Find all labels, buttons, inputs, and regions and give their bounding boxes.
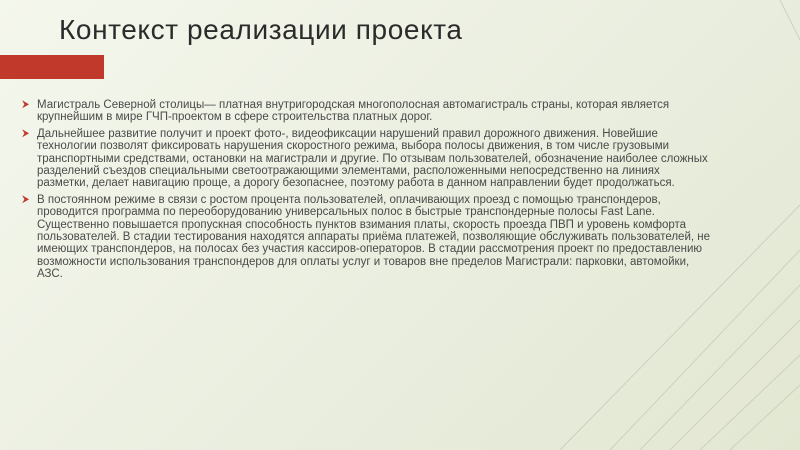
bullet-item: [22, 99, 712, 124]
decor-line: [700, 355, 800, 450]
decor-line: [670, 320, 800, 450]
decor-line: [730, 385, 800, 450]
bullet-item: [22, 128, 712, 190]
bullet-text: Магистраль Северной столицы— платная внутригородская многополосная автомагистраль страны, которая является крупнейшим в мире ГЧП-проектом в сфере строительства платных дорог.: [37, 99, 670, 124]
decor-line: [640, 285, 800, 450]
bullet-text: В постоянном режиме в связи с ростом процента пользователей, оплачивающих проезд с помощью транспондеров, проводится программа по переоборудованию универсальных полос в быстрые транспондерные полосы Fast Lane. Существенно повышается пропускная способность пунктов взимания платы, скорость проезда ПВП и уровень комфорта пользователей. В стадии тестирования находятся аппараты приёма платежей, позволяющие обслуживать пользователей, не имеющих транспондеров, на полосах без участия кассиров-операторов. В стадии рассмотрения проект по предоставлению возможности использования транспондеров для оплаты услуг и товаров вне пределов Магистрали: парковки, автомойки, АЗС.: [37, 193, 711, 281]
arrow-bullet-icon: ⮞: [22, 193, 30, 205]
decor-line: [780, 0, 800, 40]
bullet-item: [22, 194, 712, 281]
bullet-text: Дальнейшее развитие получит и проект фото-, видеофиксации нарушений правил дорожного движения. Новейшие технологии позволят фиксировать нарушения скоростного режима, выбора полосы движения, в том числе грузовыми транспортными средствами, остановки на магистрали и другие. По отзывам пользователей, обозначение наиболее сложных разделений съездов специальными светоотражающими элементами, расположенными непосредственно на линиях разметки, делает навигацию проще, а дорогу безопаснее, поэтому работа в данном направлении будет продолжаться.: [37, 127, 708, 190]
slide-title: Контекст реализации проекта: [59, 14, 463, 45]
arrow-bullet-icon: ⮞: [22, 127, 30, 139]
title-accent-bar: [0, 55, 104, 79]
bullet-list: [22, 99, 712, 285]
arrow-bullet-icon: ⮞: [22, 99, 30, 110]
